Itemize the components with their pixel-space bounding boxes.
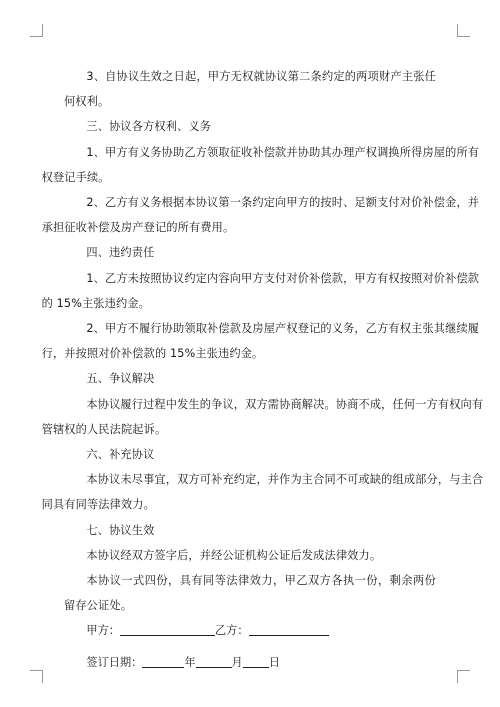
clause-line: 承担征收补偿及房产登记的所有费用。 xyxy=(41,221,235,235)
clause-line: 同具有同等法律效力。 xyxy=(41,498,155,512)
section-heading-5: 五、争议解决 xyxy=(86,372,155,386)
corner-mark-bottom-right xyxy=(457,670,470,683)
clause-line: 2、乙方有义务根据本协议第一条约定向甲方的按时、足额支付对价补偿金，并 xyxy=(86,196,480,210)
corner-mark-top-left xyxy=(30,24,43,37)
clause-line: 行，并按照对价补偿款的 15%主张违约金。 xyxy=(41,347,264,361)
signing-date-label: 签订日期： xyxy=(86,655,143,669)
month-blank[interactable] xyxy=(196,655,232,668)
clause-3-3: 3、自协议生效之日起，甲方无权就协议第二条约定的两项财产主张任何权利。 xyxy=(64,70,436,109)
section-heading-3: 三、协议各方权利、义务 xyxy=(86,120,212,134)
clause-rights-1 xyxy=(41,140,480,190)
party-b-label: 乙方： xyxy=(214,624,249,638)
clause-line: 1、乙方未按照协议约定内容向甲方支付对价补偿款，甲方有权按照对价补偿款 xyxy=(86,271,480,285)
clause-breach-1 xyxy=(41,266,480,316)
clause-line: 管辖权的人民法院起诉。 xyxy=(41,422,167,436)
clause-supplement xyxy=(41,467,484,517)
party-a-label: 甲方： xyxy=(86,624,120,638)
day-label: 日 xyxy=(268,655,280,669)
clause-line: 本协议未尽事宜，双方可补充约定，并作为主合同不可或缺的组成部分，与主合 xyxy=(86,473,484,487)
clause-line: 本协议履行过程中发生的争议，双方需协商解决。协商不成，任何一方有权向有 xyxy=(86,397,484,411)
corner-mark-bottom-left xyxy=(30,670,43,683)
clause-line: 的 15%主张违约金。 xyxy=(41,296,150,310)
day-blank[interactable] xyxy=(243,655,269,668)
party-b-blank[interactable] xyxy=(249,623,329,636)
corner-mark-top-right xyxy=(457,24,470,37)
year-label: 年 xyxy=(184,655,196,669)
clause-effective: 本协议经双方签字后，并经公证机构公证后发成法律效力。 xyxy=(86,548,382,562)
clause-line: 权登记手续。 xyxy=(41,170,110,184)
section-heading-7: 七、协议生效 xyxy=(86,523,155,537)
clause-dispute xyxy=(41,392,484,442)
party-a-blank[interactable] xyxy=(120,623,215,636)
section-heading-4: 四、违约责任 xyxy=(86,246,155,260)
signing-date-line xyxy=(64,650,436,675)
clause-breach-2 xyxy=(41,316,480,366)
year-blank[interactable] xyxy=(142,655,184,668)
clause-line: 1、甲方有义务协助乙方领取征收补偿款并协助其办理产权调换所得房屋的所有 xyxy=(86,145,480,159)
month-label: 月 xyxy=(231,655,243,669)
clause-line: 2、甲方不履行协助领取补偿款及房屋产权登记的义务，乙方有权主张其继续履 xyxy=(86,322,480,336)
clause-copies: 本协议一式四份，具有同等法律效力，甲乙双方各执一份，剩余两份留存公证处。 xyxy=(64,574,436,613)
document-body xyxy=(41,64,484,675)
section-heading-6: 六、补充协议 xyxy=(86,448,155,462)
signature-line xyxy=(64,618,436,643)
clause-rights-2 xyxy=(41,190,480,240)
